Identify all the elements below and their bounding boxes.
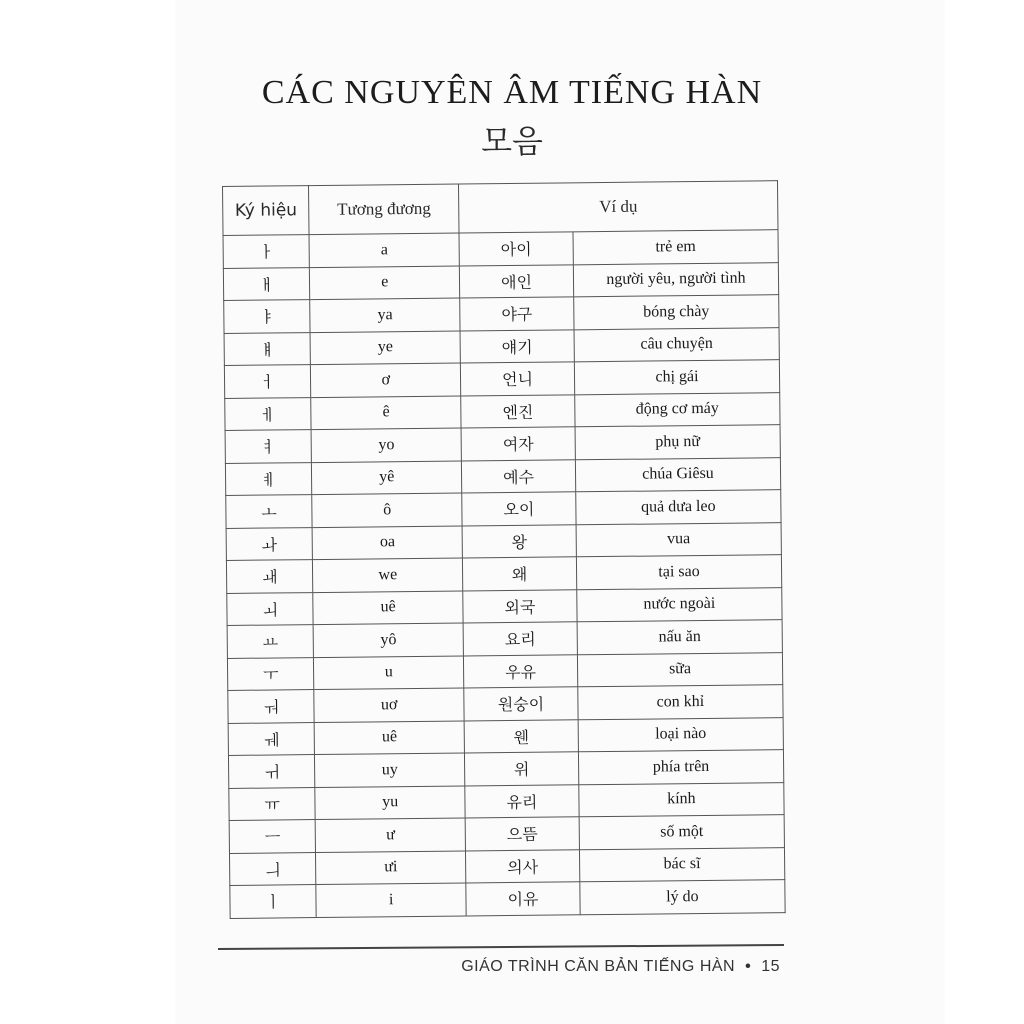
vowel-equivalent: yu [315, 785, 465, 819]
example-meaning: số một [579, 815, 784, 850]
example-korean: 예수 [461, 459, 575, 493]
example-meaning: người yêu, người tình [573, 262, 778, 297]
example-meaning: phụ nữ [575, 425, 780, 460]
vowel-symbol: ㅕ [225, 430, 312, 463]
example-meaning: sữa [577, 652, 782, 687]
vowel-symbol: ㅘ [226, 527, 313, 560]
example-meaning: trẻ em [573, 230, 778, 265]
example-meaning: phía trên [578, 750, 783, 785]
example-korean: 유리 [465, 784, 579, 818]
vowel-equivalent: ye [310, 331, 460, 365]
example-korean: 애인 [459, 264, 573, 298]
example-meaning: vua [576, 522, 781, 557]
vowel-equivalent: uơ [314, 688, 464, 722]
example-korean: 언니 [460, 362, 574, 396]
vowel-symbol: ㅝ [228, 690, 315, 723]
example-korean: 으뜸 [465, 817, 579, 851]
vowel-equivalent: uy [315, 753, 465, 787]
vowel-equivalent: u [314, 655, 464, 689]
header-equivalent: Tương đương [309, 184, 459, 235]
example-meaning: động cơ máy [575, 392, 780, 427]
example-korean: 의사 [466, 849, 580, 883]
vowel-equivalent: i [316, 883, 466, 917]
example-meaning: câu chuyện [574, 327, 779, 362]
example-korean: 아이 [459, 232, 573, 266]
vowel-symbol: ㅐ [223, 267, 310, 300]
vowel-equivalent: ê [311, 396, 461, 430]
vowel-table [222, 180, 786, 918]
example-korean: 원숭이 [464, 687, 578, 721]
vowel-symbol: ㅑ [224, 300, 311, 333]
table-body [223, 230, 785, 918]
vowel-equivalent: ư [316, 818, 466, 852]
vowel-symbol: ㅣ [230, 885, 317, 918]
example-korean: 오이 [462, 492, 576, 526]
vowel-equivalent: ya [310, 298, 460, 332]
vowel-equivalent: yê [312, 461, 462, 495]
footer-separator: • [745, 958, 752, 975]
vowel-symbol: ㅓ [224, 365, 311, 398]
example-meaning: nấu ăn [577, 620, 782, 655]
vowel-symbol: ㅙ [226, 560, 313, 593]
example-korean: 요리 [463, 622, 577, 656]
vowel-equivalent: yô [313, 623, 463, 657]
vowel-equivalent: uê [315, 720, 465, 754]
header-example: Ví dụ [459, 181, 778, 233]
table-row [230, 880, 785, 918]
vowel-symbol: ㅜ [227, 657, 314, 690]
example-meaning: bác sĩ [579, 847, 784, 882]
example-korean: 엔진 [461, 394, 575, 428]
vowel-symbol: ㅛ [227, 625, 314, 658]
example-korean: 외국 [463, 589, 577, 623]
vowel-equivalent: we [313, 558, 463, 592]
page-subtitle: 모음 [481, 122, 543, 160]
example-meaning: loại nào [578, 717, 783, 752]
example-meaning: lý do [580, 880, 785, 915]
vowel-equivalent: uê [313, 590, 463, 624]
example-meaning: bóng chày [574, 295, 779, 330]
footer-book-title: GIÁO TRÌNH CĂN BẢN TIẾNG HÀN [461, 958, 736, 975]
vowel-symbol: ㅢ [229, 852, 316, 885]
example-meaning: quả dưa leo [576, 490, 781, 525]
vowel-symbol: ㅔ [225, 397, 312, 430]
vowel-symbol: ㅞ [228, 722, 315, 755]
page-footer [440, 958, 780, 976]
vowel-symbol: ㅒ [224, 332, 311, 365]
vowel-symbol: ㅚ [227, 592, 314, 625]
vowel-equivalent: a [309, 233, 459, 267]
example-korean: 이유 [466, 882, 580, 916]
vowel-equivalent: ơ [311, 363, 461, 397]
vowel-equivalent: ưi [316, 850, 466, 884]
vowel-equivalent: yo [311, 428, 461, 462]
vowel-symbol: ㅡ [229, 820, 316, 853]
vowel-equivalent: oa [312, 526, 462, 560]
vowel-equivalent: ô [312, 493, 462, 527]
example-meaning: kính [579, 782, 784, 817]
example-korean: 여자 [461, 427, 575, 461]
example-korean: 웬 [464, 719, 578, 753]
header-symbol: Ký hiệu [223, 186, 310, 236]
example-korean: 왜 [463, 557, 577, 591]
vowel-symbol: ㅟ [228, 755, 315, 788]
vowel-symbol: ㅗ [226, 495, 313, 528]
vowel-symbol: ㅖ [225, 462, 312, 495]
example-korean: 우유 [464, 654, 578, 688]
page-number: 15 [761, 958, 780, 975]
example-korean: 위 [465, 752, 579, 786]
vowel-symbol: ㅏ [223, 235, 310, 268]
example-korean: 왕 [462, 524, 576, 558]
table-header-row [223, 181, 778, 236]
example-korean: 얘기 [460, 329, 574, 363]
page-title: CÁC NGUYÊN ÂM TIẾNG HÀN [261, 74, 763, 111]
example-meaning: tại sao [576, 555, 781, 590]
example-meaning: chị gái [574, 360, 779, 395]
example-korean: 야구 [460, 297, 574, 331]
example-meaning: nước ngoài [577, 587, 782, 622]
vowel-equivalent: e [310, 266, 460, 300]
example-meaning: con khỉ [578, 685, 783, 720]
example-meaning: chúa Giêsu [575, 457, 780, 492]
vowel-symbol: ㅠ [229, 787, 316, 820]
